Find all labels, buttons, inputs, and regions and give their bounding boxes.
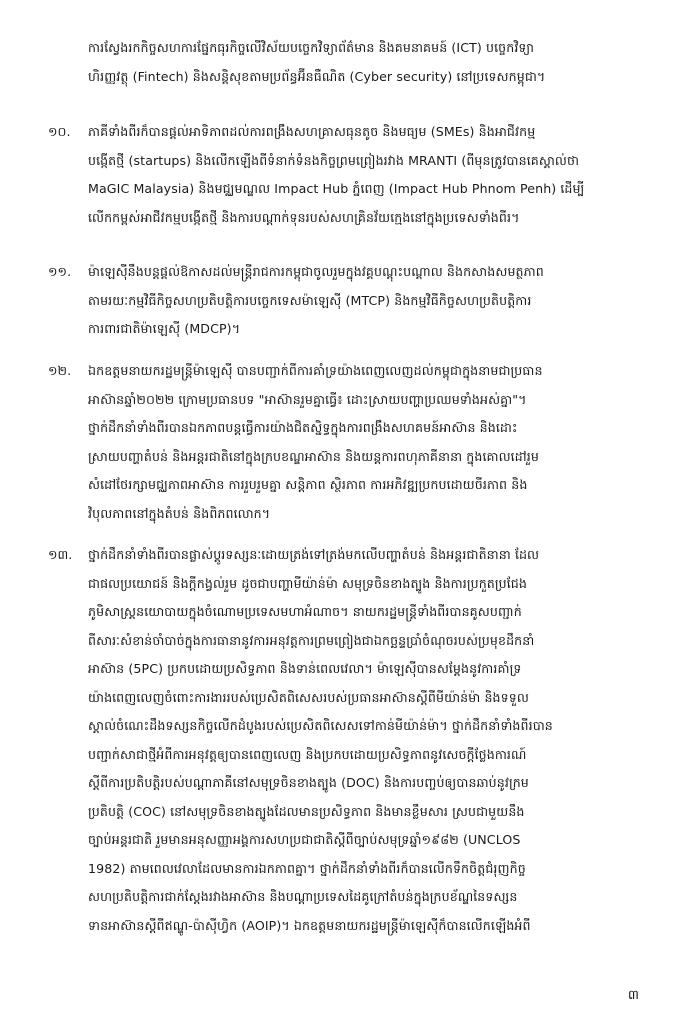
- paragraph-line: ច្បាប់អន្តរជាតិ រួមមានអនុសញ្ញាអង្គការសហប្រជាជាតិស្តីពីច្បាប់សមុទ្រឆ្នាំ១៩៨២ (UNCLOS: [88, 832, 521, 847]
- paragraph-line: ម៉ាឡេស៊ីនឹងបន្តផ្តល់ឱកាសដល់មន្ត្រីរាជការកម្ពុជាចូលរួមក្នុងវគ្គបណ្តុះបណ្តាល និងកសាងសមត្ថភាព: [88, 264, 544, 279]
- paragraph-line: លើកកម្ពស់អាជីវកម្មបង្កើតថ្មី និងការបណ្តាក់ទុនរបស់សហគ្រិនវ័យក្មេងនៅក្នុងប្រទេសទាំងពីរ។: [88, 209, 520, 225]
- paragraph-line: សហប្រតិបត្តិការជាក់ស្តែងរវាងអាស៊ាន និងបណ្តាប្រទេសដៃគូក្រៅតំបន់ក្នុងក្របខ័ណ្ឌនៃទស្សន: [88, 889, 518, 904]
- paragraph-continued: [88, 34, 644, 91]
- paragraph-number: ១៣.: [48, 547, 73, 562]
- paragraph-number: ១១.: [48, 264, 72, 279]
- paragraph-10: [48, 118, 644, 232]
- paragraph-line: ថ្នាក់ដឹកនាំទាំងពីរបានផ្លាស់ប្តូរទស្សនៈដោយត្រង់ទៅត្រង់មកលើបញ្ហាតំបន់ និងអន្តរជាតិនានា ដែល: [88, 547, 540, 562]
- paragraph-line: ការពារជាតិម៉ាឡេស៊ី (MDCP)។: [88, 321, 241, 336]
- paragraph-line: ជាផលប្រយោជន៍ និងក្តីកង្វល់រួម ដូចជាបញ្ហាមីយ៉ាន់ម៉ា សមុទ្រចិនខាងត្បូង និងការប្រកួតប្រជែង: [88, 575, 527, 591]
- paragraph-line: ថ្នាក់ដឹកនាំទាំងពីរបានឯកភាពបន្តធ្វើការយ៉ាងជិតស្និទ្ធក្នុងការពង្រឹងសហគមន៍អាស៊ាន និងដោះ: [88, 420, 518, 435]
- paragraph-line: ស្តីពីការប្រតិបត្តិរបស់បណ្តាភាគីនៅសមុទ្រចិនខាងត្បូង (DOC) និងការបញ្ចប់ឲ្យបានឆាប់នូវក្រម: [88, 775, 529, 790]
- paragraph-line: ហិរញ្ញវត្ថុ (Fintech) និងសន្តិសុខតាមប្រព័ន្ធអ៊ីនធឺណិត (Cyber security) នៅប្រទេសកម្ពុជា។: [88, 68, 546, 84]
- paragraph-number: ១០.: [48, 124, 71, 139]
- paragraph-12: [48, 357, 644, 528]
- paragraph-line: ទានអាស៊ានស្តីពីឥណ្ឌូ-ប៉ាស៊ីហ្វិក (AOIP)។ ឯកឧត្តមនាយករដ្ឋមន្ត្រីម៉ាឡេស៊ីក៏បានលើកឡើងអំពី: [88, 917, 531, 933]
- page-number: ៣: [627, 988, 639, 1003]
- paragraph-number: ១២.: [48, 363, 72, 378]
- paragraph-line: ការស្វែងរកកិច្ចសហការផ្នែកធុរកិច្ចលើវិស័យបច្ចេកវិទ្យាព័ត៌មាន និងគមនាគមន៍ (ICT) បច្ចេកវិទ្យា: [88, 40, 535, 55]
- paragraph-line: ប្រតិបត្តិ (COC) នៅសមុទ្រចិនខាងត្បូងដែលមានប្រសិទ្ធភាព និងមានខ្លឹមសារ ស្របជាមួយនឹង: [88, 803, 525, 819]
- paragraph-line: ពីសារៈសំខាន់ចាំបាច់ក្នុងការធានានូវការអនុវត្តការព្រមព្រៀងជាឯកច្ឆន្ទប្រាំចំណុចរបស់ប្រមុខដឹកនាំ: [88, 632, 535, 648]
- paragraph-line: សំដៅថែរក្សាមជ្ឈភាពអាស៊ាន ការរួបរួមគ្នា សន្តិភាព ស្ថិរភាព ការអភិវឌ្ឍប្រកបដោយចីរភាព និង: [88, 477, 528, 492]
- paragraph-line: បង្កើតថ្មី (startups) និងលើកឡើងពីទំនាក់ទំនងកិច្ចព្រមព្រៀងរវាង MRANTI (ពីមុនត្រូវបានគេស្គាល់ថា: [88, 152, 580, 168]
- paragraph-11: [48, 258, 644, 344]
- paragraph-line: តាមរយៈកម្មវិធីកិច្ចសហប្រតិបត្តិការបច្ចេកទេសម៉ាឡេស៊ី (MTCP) និងកម្មវិធីកិច្ចសហប្រតិបត្តិការ: [88, 292, 532, 308]
- paragraph-13: [48, 541, 644, 940]
- paragraph-line: អាស៊ានឆ្នាំ២០២២ ក្រោមប្រធានបទ "អាស៊ានរួមគ្នាធ្វើ៖ ដោះស្រាយបញ្ហាប្រឈមទាំងអស់គ្នា"។: [88, 391, 527, 407]
- paragraph-line: យ៉ាងពេញលេញចំពោះការងាររបស់ប្រេសិតពិសេសរបស់ប្រធានអាស៊ានស្តីពីមីយ៉ាន់ម៉ា និងទទួល: [88, 689, 529, 705]
- paragraph-line: វិបុលភាពនៅក្នុងតំបន់ និងពិភពលោក។: [88, 505, 271, 521]
- paragraph-line: អាស៊ាន (5PC) ប្រកបដោយប្រសិទ្ធភាព និងទាន់ពេលវេលា។ ម៉ាឡេស៊ីបានសម្តែងនូវការគាំទ្រ: [88, 661, 522, 676]
- paragraph-line: បញ្ជាក់សាជាថ្មីអំពីការអនុវត្តឲ្យបានពេញលេញ និងប្រកបដោយប្រសិទ្ធភាពនូវសេចក្តីថ្លែងការណ៍: [88, 746, 527, 762]
- paragraph-line: ភាគីទាំងពីរក៏បានផ្តល់អាទិភាពដល់ការពង្រឹងសហគ្រាសធុនតូច និងមធ្យម (SMEs) និងអាជីវកម្ម: [88, 124, 536, 139]
- paragraph-line: ឯកឧត្តមនាយករដ្ឋមន្ត្រីម៉ាឡេស៊ី បានបញ្ជាក់ពីការគាំទ្រយ៉ាងពេញលេញដល់កម្ពុជាក្នុងនាមជាប្រធាន: [88, 363, 543, 378]
- paragraph-line: 1982) តាមពេលវេលាដែលមានការឯកភាពគ្នា។ ថ្នាក់ដឹកនាំទាំងពីរក៏បានលើកទឹកចិត្តជំរុញកិច្ច: [88, 860, 526, 876]
- paragraph-line: ភូមិសាស្ត្រនយោបាយក្នុងចំណោមប្រទេសមហាអំណាច។ នាយករដ្ឋមន្ត្រីទាំងពីរបានគូសបញ្ជាក់: [88, 604, 522, 619]
- paragraph-line: ស្គាល់ចំណេះដឹងទស្សនកិច្ចលើកដំបូងរបស់ប្រេសិតពិសេសទៅកាន់មីយ៉ាន់ម៉ា។ ថ្នាក់ដឹកនាំទាំងពីរបាន: [88, 718, 553, 733]
- paragraph-line: ស្រាយបញ្ហាតំបន់ និងអន្តរជាតិនៅក្នុងក្របខណ្ឌអាស៊ាន និងយន្តការពហុភាគីនានា ក្នុងគោលដៅរួម: [88, 448, 539, 464]
- paragraph-line: MaGIC Malaysia) និងមជ្ឈមណ្ឌល Impact Hub ភ្នំពេញ (Impact Hub Phnom Penh) ដើម្បី: [88, 181, 585, 196]
